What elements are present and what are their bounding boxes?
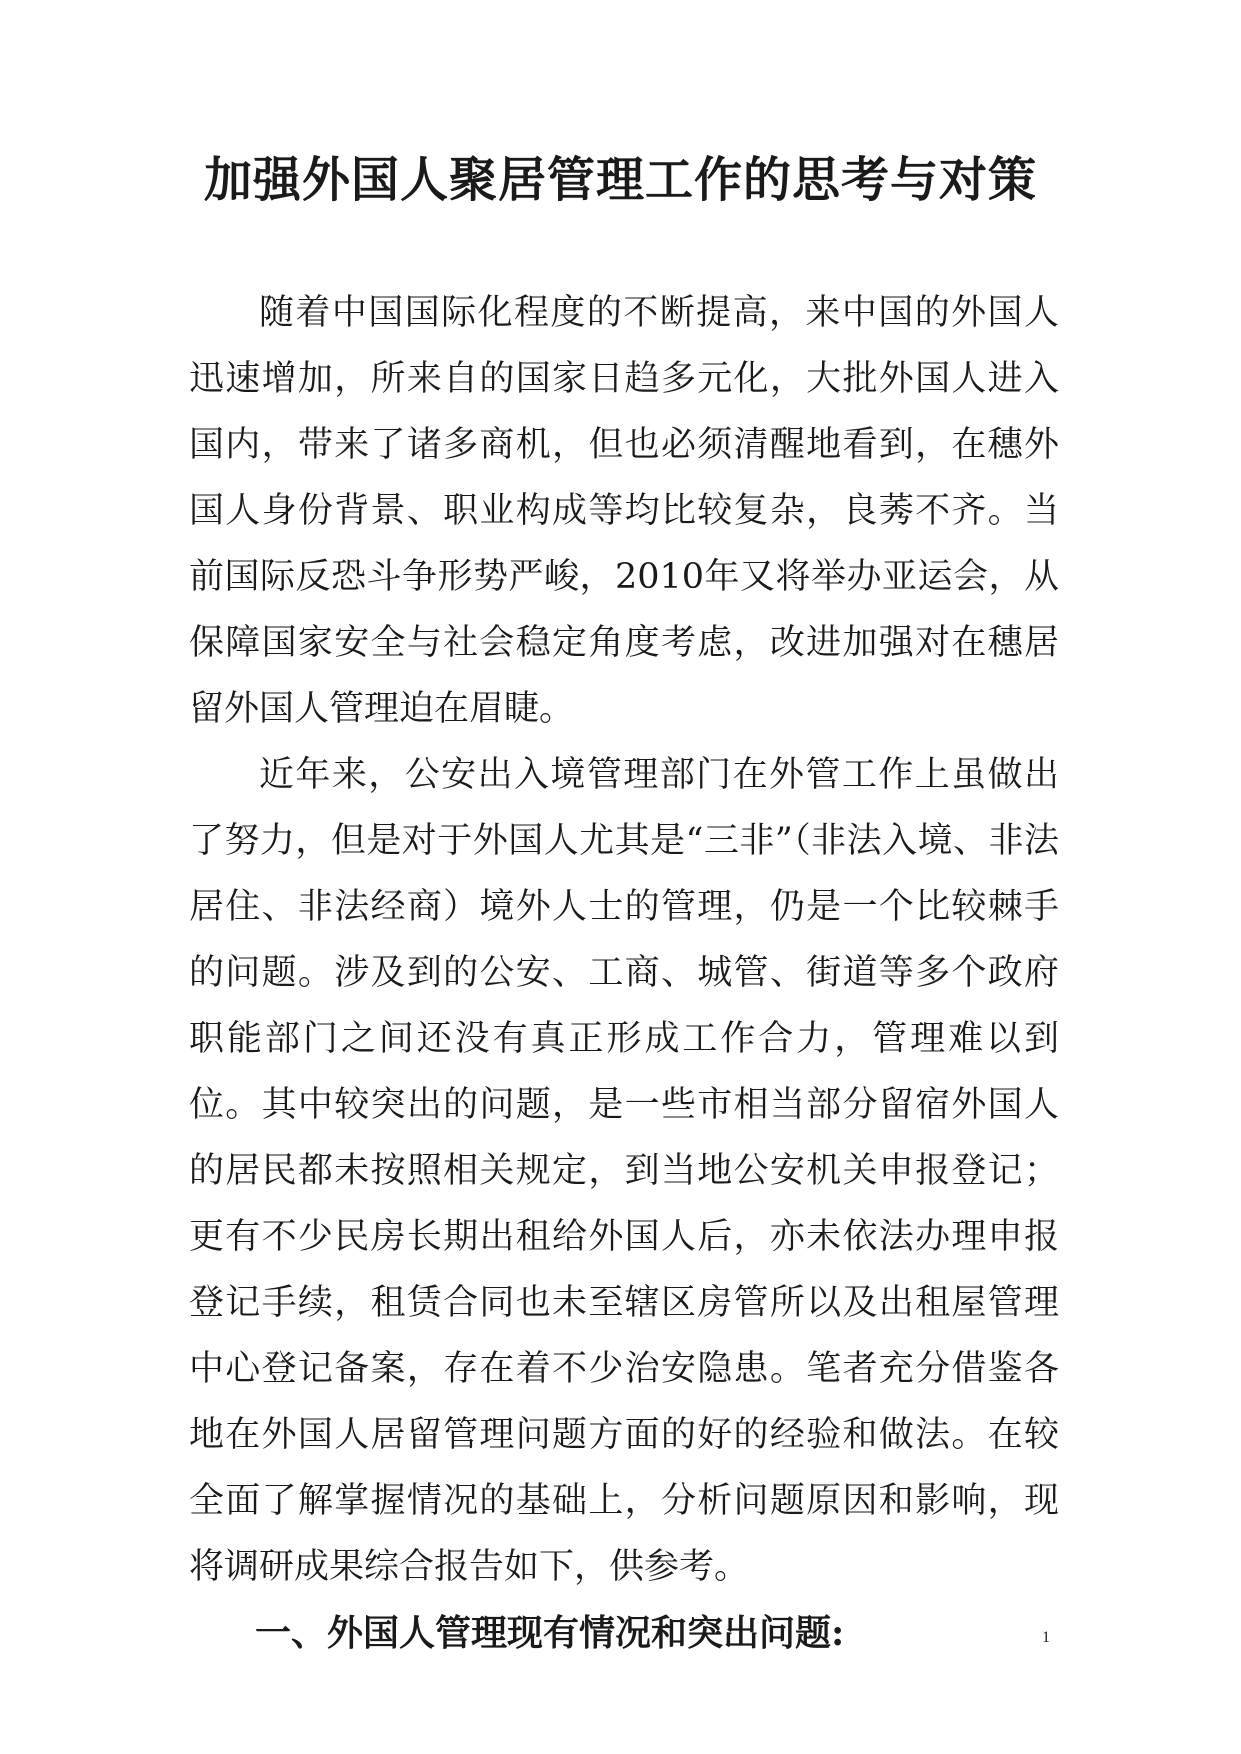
document-title: 加强外国人聚居管理工作的思考与对策: [203, 152, 1037, 208]
section-heading: 一、外国人管理现有情况和突出问题:: [255, 1612, 845, 1654]
paragraph-background: 近年来，公安出入境管理部门在外管工作上虽做出了努力，但是对于外国人尤其是“三非”（非法入境、非法居住、非法经商）境外人士的管理，仍是一个比较棘手的问题。涉及到的公安、工商、城管、街道等多个政府职能部门之间还没有真正形成工作合力，管理难以到位。其中较突出的问题，是一些市相当部分留宿外国人的居民都未按照相关规定，到当地公安机关申报登记；更有不少民房长期出租给外国人后，亦未依法办理申报登记手续，租赁合同也未至辖区房管所以及出租屋管理中心登记备案，存在着不少治安隐患。笔者充分借鉴各地在外国人居留管理问题方面的好的经验和做法。在较全面了解掌握情况的基础上，分析问题原因和影响，现将调研成果综合报告如下，供参考。: [189, 755, 1059, 1587]
paragraph-intro: 随着中国国际化程度的不断提高，来中国的外国人迅速增加，所来自的国家日趋多元化，大批外国人进入国内，带来了诸多商机，但也必须清醒地看到，在穗外国人身份背景、职业构成等均比较复杂，良莠不齐。当前国际反恐斗争形势严峻，2010年又将举办亚运会，从保障国家安全与社会稳定角度考虑，改进加强对在穗居留外国人管理迫在眉睫。: [189, 293, 1059, 729]
document-body: [189, 280, 1059, 1666]
page-number: 1: [1042, 1629, 1050, 1646]
